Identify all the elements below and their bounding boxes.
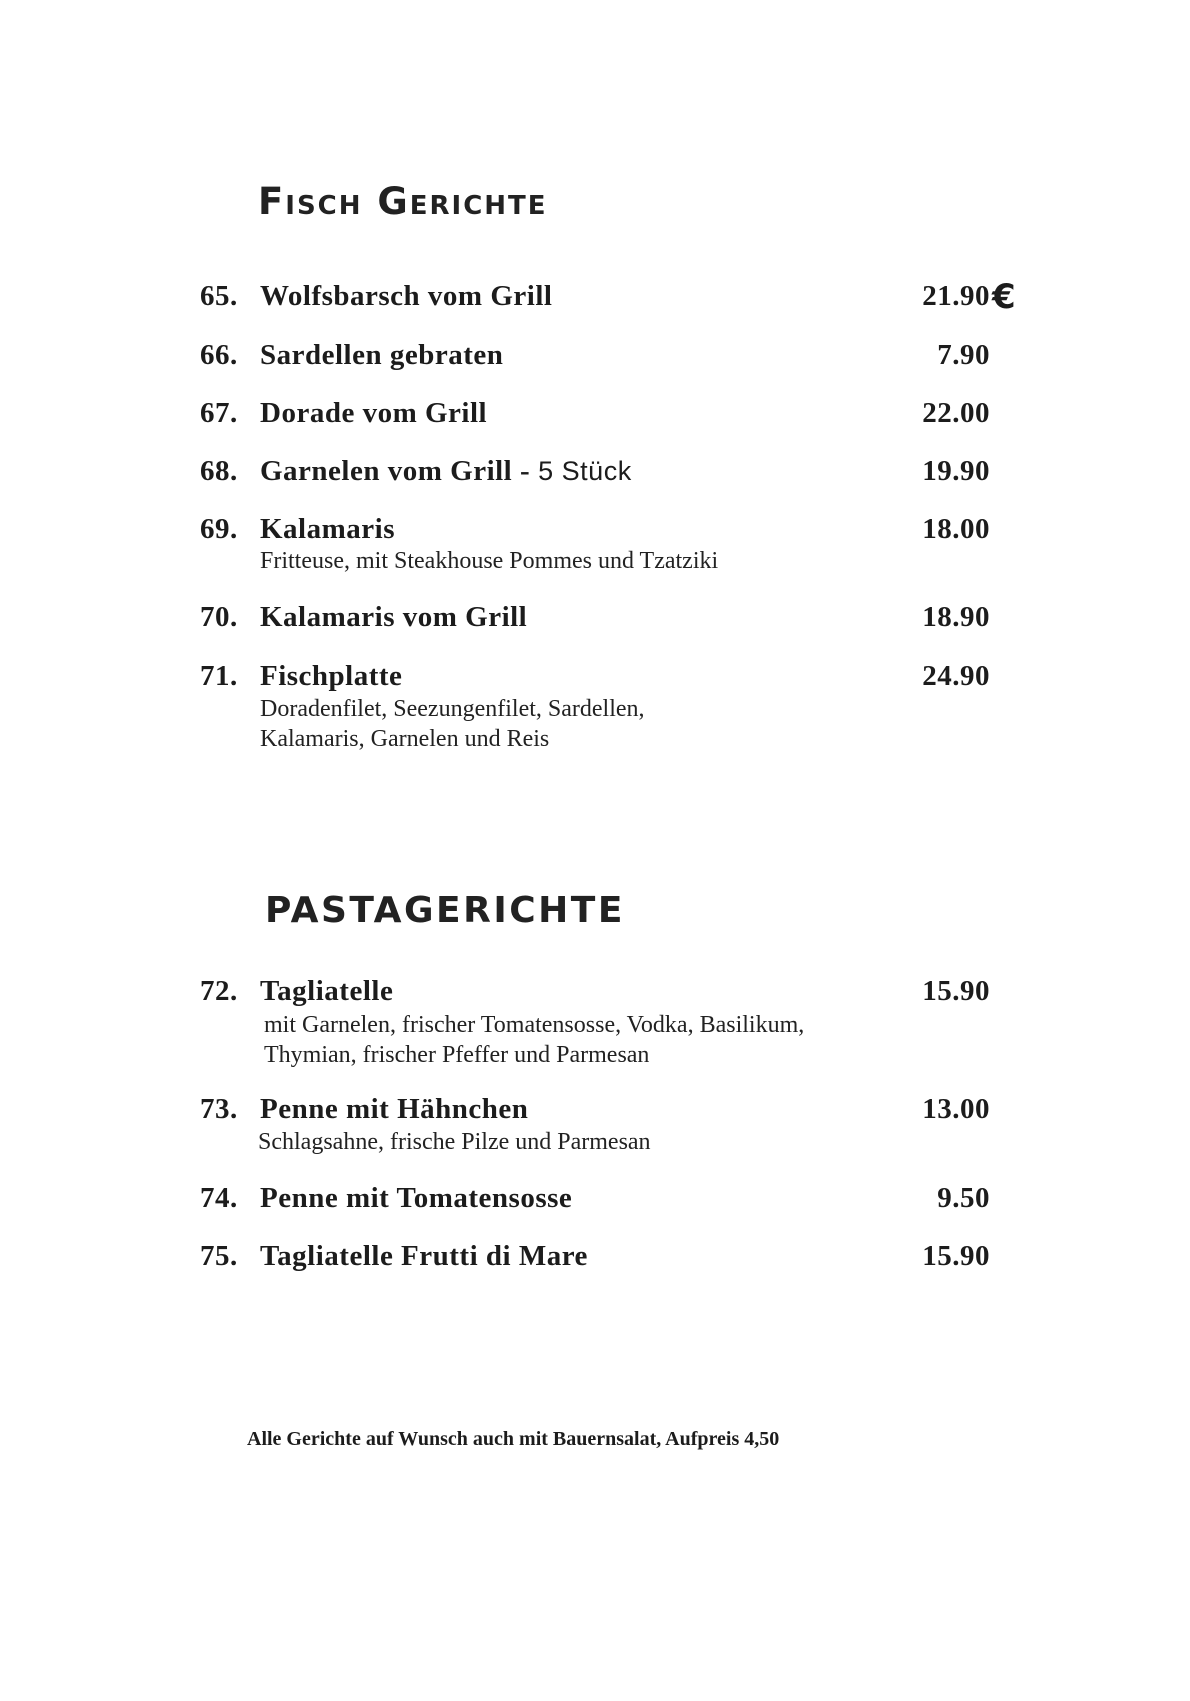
section-title-fisch: Fisch Gerichte [258, 180, 548, 223]
currency-symbol: € [992, 277, 1016, 317]
item-price: 13.00 [922, 1093, 990, 1125]
item-name: Tagliatelle [260, 975, 394, 1007]
item-name: Penne mit Tomatensosse [260, 1182, 573, 1214]
item-name: Sardellen gebraten [260, 339, 504, 371]
item-name: Tagliatelle Frutti di Mare [260, 1240, 588, 1272]
item-price: 15.90 [922, 975, 990, 1007]
item-number: 74. [200, 1182, 238, 1214]
item-description: Fritteuse, mit Steakhouse Pommes und Tzatziki [260, 548, 719, 574]
item-description-line-2: Thymian, frischer Pfeffer und Parmesan [264, 1042, 650, 1068]
item-price: 7.90 [937, 339, 990, 371]
footnote: Alle Gerichte auf Wunsch auch mit Bauernsalat, Aufpreis 4,50 [247, 1428, 780, 1450]
item-name: Penne mit Hähnchen [260, 1093, 529, 1125]
section-title-pasta: PASTAGERICHTE [265, 890, 625, 931]
item-description: Schlagsahne, frische Pilze und Parmesan [258, 1129, 651, 1155]
item-price: 21.90 [922, 280, 990, 312]
item-number: 69. [200, 513, 238, 545]
item-number: 67. [200, 397, 238, 429]
item-price: 15.90 [922, 1240, 990, 1272]
item-name: Wolfsbarsch vom Grill [260, 280, 553, 312]
item-description-line-1: mit Garnelen, frischer Tomatensosse, Vodka, Basilikum, [264, 1012, 805, 1038]
item-price: 9.50 [937, 1182, 990, 1214]
item-number: 70. [200, 601, 238, 633]
item-name: Fischplatte [260, 660, 403, 692]
item-number: 66. [200, 339, 238, 371]
item-number: 72. [200, 975, 238, 1007]
item-price: 22.00 [922, 397, 990, 429]
item-number: 73. [200, 1093, 238, 1125]
item-price: 24.90 [922, 660, 990, 692]
item-name: Kalamaris vom Grill [260, 601, 528, 633]
item-description-line-1: Doradenfilet, Seezungenfilet, Sardellen, [260, 696, 645, 722]
item-name-extra: 5 Stück [530, 456, 632, 486]
item-price: 18.90 [922, 601, 990, 633]
item-price: 18.00 [922, 513, 990, 545]
item-price: 19.90 [922, 455, 990, 487]
item-number: 71. [200, 660, 238, 692]
item-number: 75. [200, 1240, 238, 1272]
item-number: 68. [200, 455, 238, 487]
item-name-main: Garnelen vom Grill - [260, 455, 531, 487]
item-description-line-2: Kalamaris, Garnelen und Reis [260, 726, 550, 752]
item-number: 65. [200, 280, 238, 312]
item-name: Dorade vom Grill [260, 397, 488, 429]
item-name: Kalamaris [260, 513, 395, 545]
item-name [260, 455, 632, 488]
